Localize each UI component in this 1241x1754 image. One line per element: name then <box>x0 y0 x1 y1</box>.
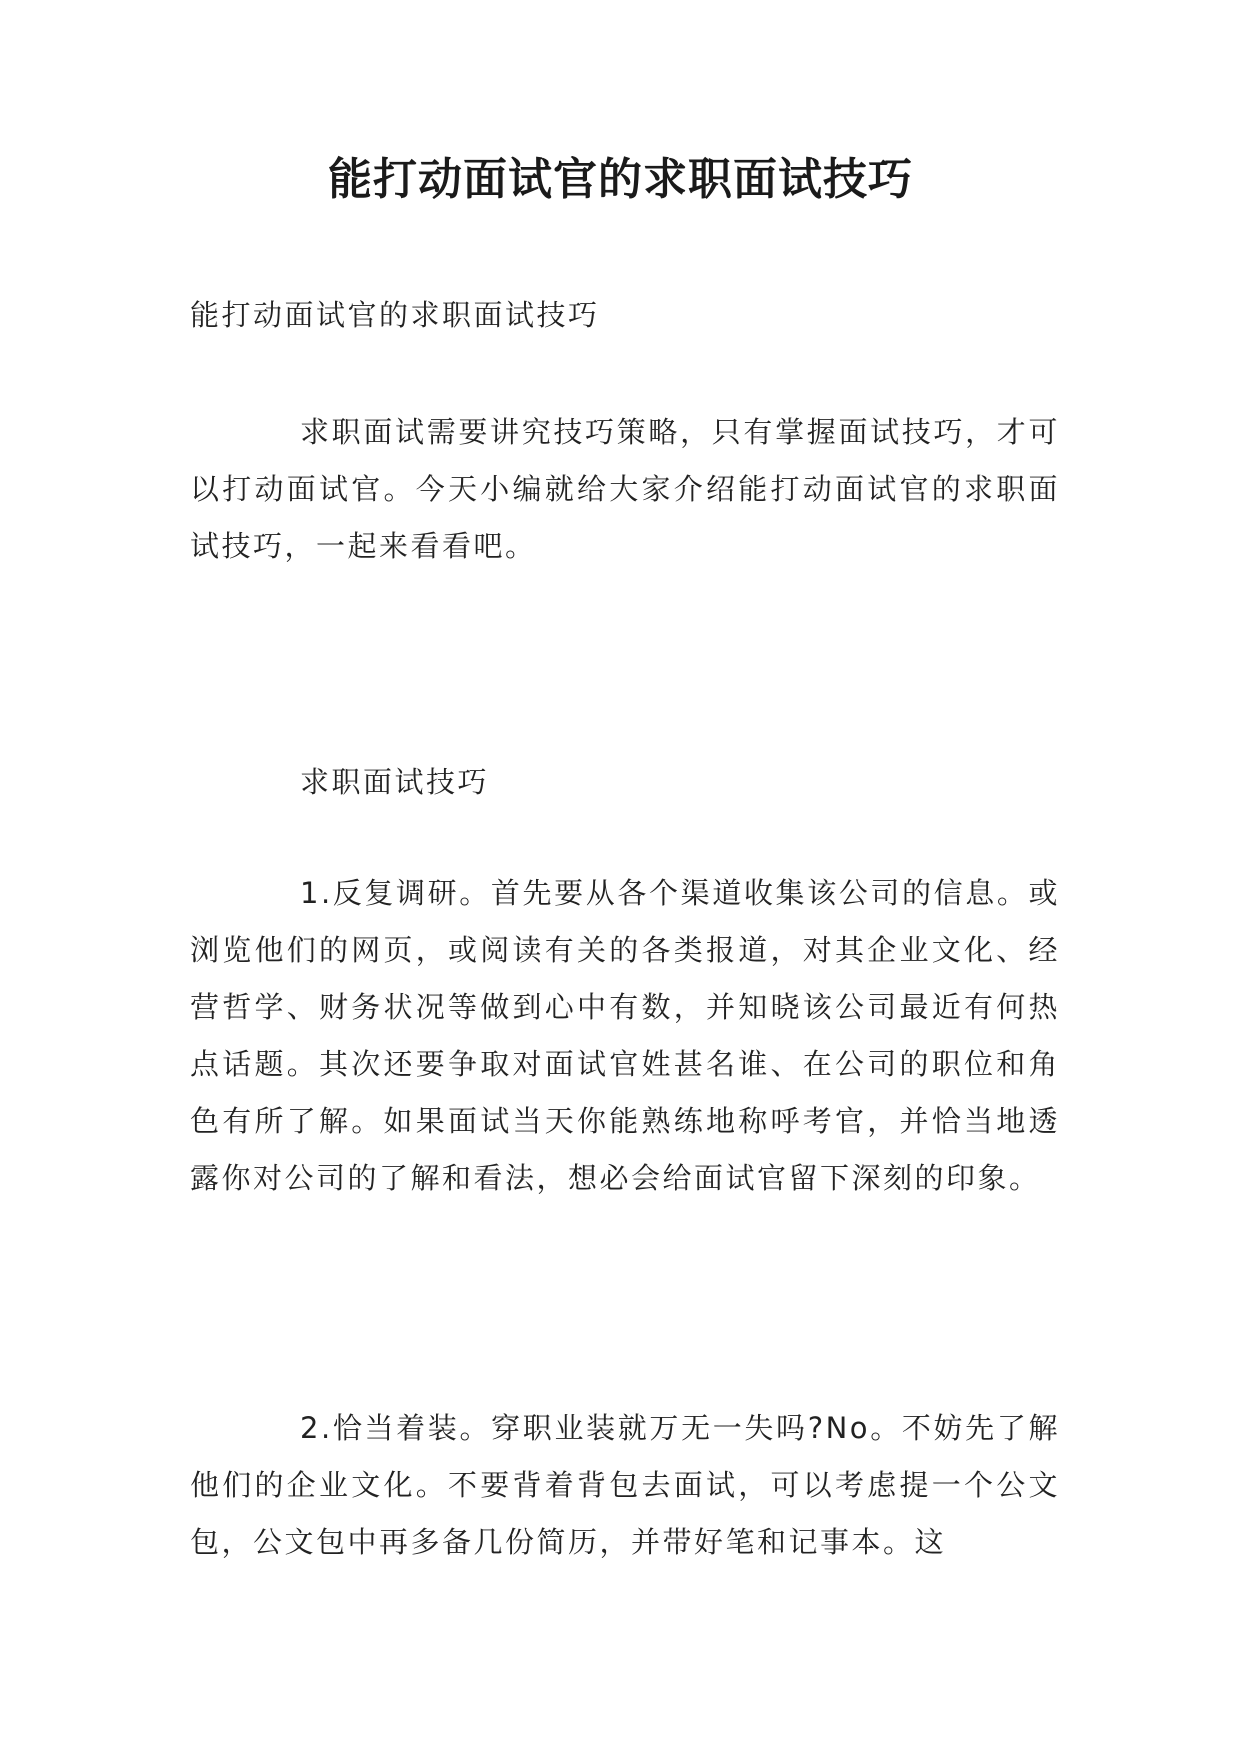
intro-paragraph: 求职面试需要讲究技巧策略，只有掌握面试技巧，才可以打动面试官。今天小编就给大家介绍能打动面试官的求职面试技巧，一起来看看吧。 <box>190 415 1060 563</box>
section-heading: 求职面试技巧 <box>300 765 490 799</box>
tip-paragraph-1: 1.反复调研。首先要从各个渠道收集该公司的信息。或浏览他们的网页，或阅读有关的各类报道，对其企业文化、经营哲学、财务状况等做到心中有数，并知晓该公司最近有何热点话题。其次还要争取对面试官姓甚名谁、在公司的职位和角色有所了解。如果面试当天你能熟练地称呼考官，并恰当地透露你对公司的了解和看法，想必会给面试官留下深刻的印象。 <box>190 876 1060 1195</box>
document-subtitle: 能打动面试官的求职面试技巧 <box>190 298 600 332</box>
document-title: 能打动面试官的求职面试技巧 <box>328 154 913 205</box>
tip-paragraph-2: 2.恰当着装。穿职业装就万无一失吗?No。不妨先了解他们的企业文化。不要背着背包去面试，可以考虑提一个公文包，公文包中再多备几份简历，并带好笔和记事本。这 <box>190 1411 1060 1559</box>
